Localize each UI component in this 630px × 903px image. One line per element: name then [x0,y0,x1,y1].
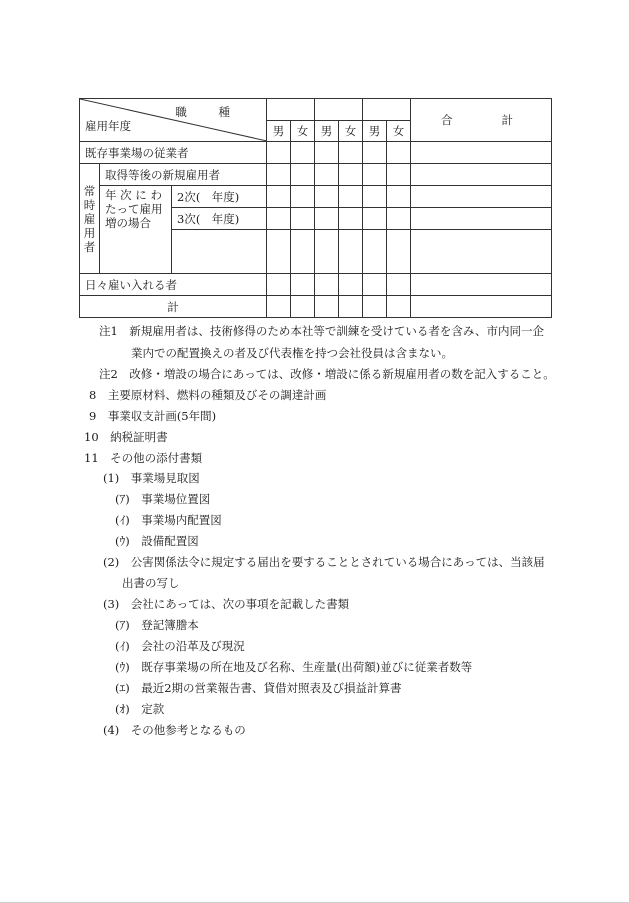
sub-item-1a: (ｱ) 事業場位置図 [115,492,211,506]
cell [315,274,339,296]
sub-item-3b: (ｲ) 会社の沿革及び現況 [115,639,245,653]
sub-item-1b: (ｲ) 事業場内配置図 [115,513,222,527]
cell [411,296,552,318]
cell [363,164,387,186]
cell [315,142,339,164]
male-header: 男 [267,120,291,142]
sub-item-2: (2) 公害関係法令に規定する届出を要することとされている場合にあっては、当該届 [103,555,545,569]
sub-item-1c: (ｳ) 設備配置図 [115,534,199,548]
cell [411,164,552,186]
cell [411,142,552,164]
cell [172,230,267,252]
cell [291,164,315,186]
cell [291,296,315,318]
diagonal-header-cell [80,99,267,142]
hire-year-header: 雇用年度 [85,119,131,133]
cell [315,186,339,208]
cell [411,274,552,296]
cell [387,164,411,186]
sub-item-3a: (ｱ) 登記簿謄本 [115,618,199,632]
cell [363,142,387,164]
cell [267,186,291,208]
regular-char-4: 用 [83,225,96,240]
cell [339,164,363,186]
cell [363,186,387,208]
regular-char-3: 雇 [83,211,96,226]
row-new-hire-label: 取得等後の新規雇用者 [100,164,267,186]
multi-year-line-3: 増の場合 [105,216,151,230]
regular-char-2: 時 [83,197,96,212]
cell [387,208,411,230]
row-year3-label: 3次( 年度) [172,208,267,230]
sub-item-3c: (ｳ) 既存事業場の所在地及び名称、生産量(出荷額)並びに従業者数等 [115,660,473,674]
cell [291,142,315,164]
cell [315,164,339,186]
total-header [411,99,552,142]
multi-year-label [100,186,172,274]
cell [387,142,411,164]
male-header: 男 [363,120,387,142]
cell [267,230,291,274]
multi-year-line-1: 年 次 に わ [105,188,162,202]
cell [339,274,363,296]
cell [411,230,552,274]
cell [291,186,315,208]
note-1-continued: 業内での配置換えの者及び代表権を持つ会社役員は含まない。 [131,346,453,360]
item-10: 10 納税証明書 [84,430,168,444]
cell [315,230,339,274]
sub-item-3: (3) 会社にあっては、次の事項を記載した書類 [103,597,350,611]
item-8: 8 主要原材料、燃料の種類及びその調達計画 [89,388,327,402]
cell [267,142,291,164]
row-year2-label: 2次( 年度) [172,186,267,208]
sub-item-1: (1) 事業場見取図 [103,471,200,485]
row-existing-label: 既存事業場の従業者 [80,142,267,164]
cell [339,142,363,164]
cell [315,208,339,230]
regular-char-1: 常 [83,183,96,198]
cell [172,252,267,274]
item-9: 9 事業収支計画(5年間) [89,409,217,423]
female-header: 女 [291,120,315,142]
multi-year-line-2: たって雇用 [105,202,163,216]
cell [411,208,552,230]
job-group-1-cell [267,99,315,121]
cell [363,296,387,318]
cell [411,186,552,208]
sub-item-2-continued: 出書の写し [122,576,180,590]
cell [267,164,291,186]
cell [387,230,411,274]
sub-item-4: (4) その他参考となるもの [103,723,246,737]
cell [387,186,411,208]
regular-char-5: 者 [83,239,96,254]
female-header: 女 [339,120,363,142]
regular-employee-label [80,164,100,274]
cell [291,230,315,274]
cell [339,186,363,208]
item-11: 11 その他の添付書類 [84,451,203,465]
male-header: 男 [315,120,339,142]
cell [267,274,291,296]
female-header: 女 [387,120,411,142]
cell [387,296,411,318]
cell [291,208,315,230]
row-daily-label: 日々雇い入れる者 [80,274,267,296]
cell [339,230,363,274]
cell [339,296,363,318]
cell [291,274,315,296]
job-group-2-cell [315,99,363,121]
job-type-header: 職 種 [175,105,245,119]
row-sum-label: 計 [80,296,267,318]
cell [339,208,363,230]
cell [363,230,387,274]
sub-item-3e: (ｵ) 定款 [115,702,165,716]
cell [267,208,291,230]
cell [363,208,387,230]
cell [315,296,339,318]
cell [267,296,291,318]
job-group-3-cell [363,99,411,121]
total-header-char1: 合 [441,113,453,127]
total-header-char2: 計 [501,113,514,127]
cell [387,274,411,296]
cell [363,274,387,296]
sub-item-3d: (ｴ) 最近2期の営業報告書、貸借対照表及び損益計算書 [115,681,402,695]
note-1: 注1 新規雇用者は、技術修得のため本社等で訓練を受けている者を含み、市内同一企 [99,324,545,338]
employment-table [79,98,552,318]
note-2: 注2 改修・増設の場合にあっては、改修・増設に係る新規雇用者の数を記入すること。 [99,367,555,381]
